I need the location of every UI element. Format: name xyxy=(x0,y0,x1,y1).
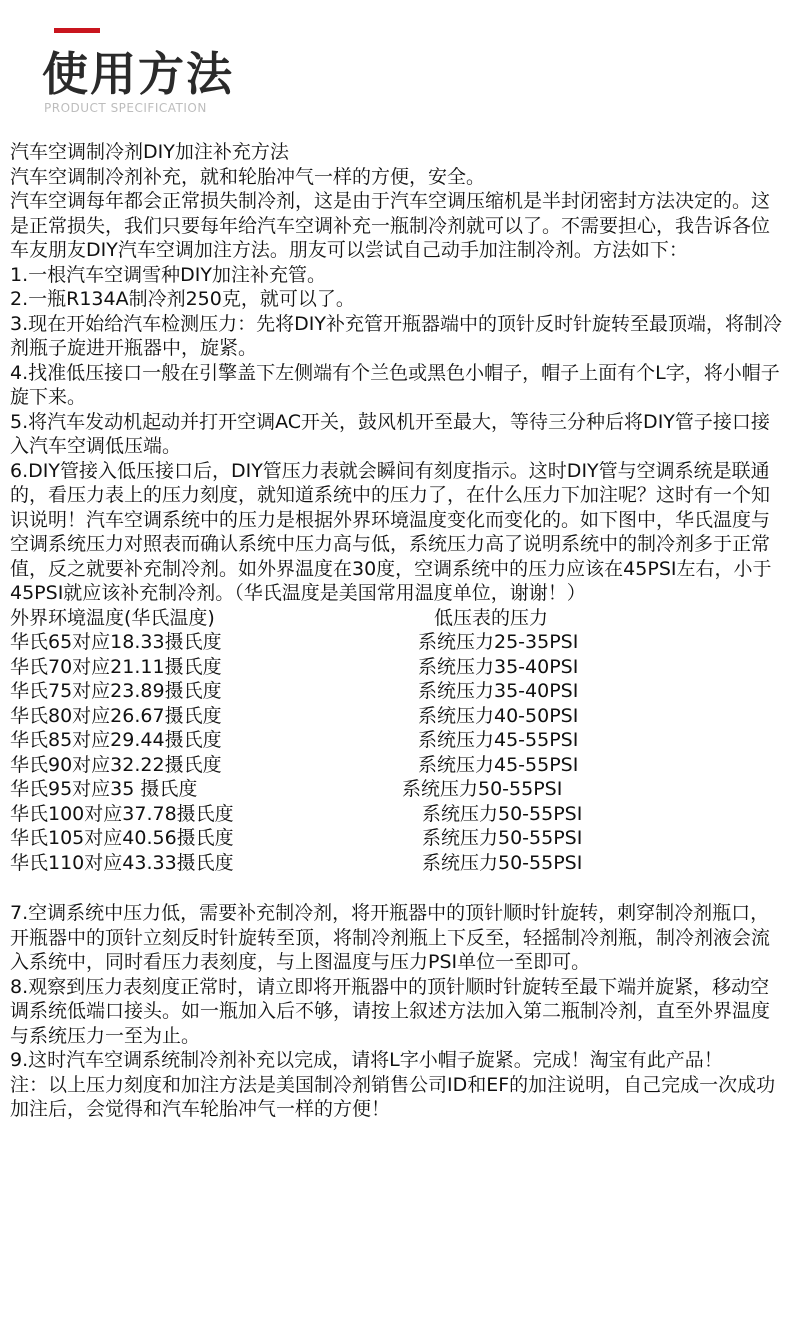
page-title: 使用方法 xyxy=(42,47,234,101)
table-cell-temperature: 华氏100对应37.78摄氏度 xyxy=(10,802,234,825)
table-row xyxy=(10,777,782,802)
step-3: 3.现在开始给汽车检测压力：先将DIY补充管开瓶器端中的顶针反时针旋转至最顶端，将制冷剂瓶子旋进开瓶器中，旋紧。 xyxy=(10,312,782,359)
table-row xyxy=(10,704,782,729)
step-1: 1.一根汽车空调雪种DIY加注补充管。 xyxy=(10,263,326,286)
table-cell-temperature: 华氏75对应23.89摄氏度 xyxy=(10,680,222,702)
step-6: 6.DIY管接入低压接口后，DIY管压力表就会瞬间有刻度指示。这时DIY管与空调系统是联通的，看压力表上的压力刻度，就知道系统中的压力了，在什么压力下加注呢？这时有一个知识说明！汽车空调系统中的压力是根据外界环境温度变化而变化的。如下图中，华氏温度与空调系统压力对照表而确认系统中压力高与低，系统压力高了说明系统中的制冷剂多于正常值，反之就要补充制冷剂。如外界温度在30度，空调系统中的压力应该在45PSI左右，小于45PSI就应该补充制冷剂。（华氏温度是美国常用温度单位，谢谢！） xyxy=(10,459,772,604)
table-row xyxy=(10,753,782,778)
table-cell-pressure: 系统压力50-55PSI xyxy=(422,851,583,874)
intro-heading: 汽车空调制冷剂DIY加注补充方法 xyxy=(10,141,289,163)
table-cell-pressure: 系统压力40-50PSI xyxy=(418,704,579,727)
table-cell-pressure: 系统压力50-55PSI xyxy=(422,802,583,825)
note: 注：以上压力刻度和加注方法是美国制冷剂销售公司ID和EF的加注说明，自己完成一次成功加注后，会觉得和汽车轮胎冲气一样的方便！ xyxy=(10,1073,776,1120)
table-row xyxy=(10,655,782,680)
table-cell-temperature: 华氏70对应21.11摄氏度 xyxy=(10,655,222,678)
table-header-pressure: 低压表的压力 xyxy=(434,606,549,629)
page-subtitle: PRODUCT SPECIFICATION xyxy=(44,101,207,115)
table-header-temperature: 外界环境温度(华氏温度) xyxy=(10,606,215,629)
intro-line: 汽车空调制冷剂补充，就和轮胎冲气一样的方便，安全。 xyxy=(10,165,486,188)
table-row xyxy=(10,851,782,876)
table-cell-pressure: 系统压力50-55PSI xyxy=(422,827,583,849)
step-9: 9.这时汽车空调系统制冷剂补充以完成，请将L字小帽子旋紧。完成！淘宝有此产品！ xyxy=(10,1049,723,1071)
table-cell-temperature: 华氏85对应29.44摄氏度 xyxy=(10,729,222,751)
table-cell-temperature: 华氏65对应18.33摄氏度 xyxy=(10,631,222,653)
table-cell-pressure: 系统压力45-55PSI xyxy=(418,753,579,776)
table-cell-pressure: 系统压力50-55PSI xyxy=(402,778,563,800)
table-cell-temperature: 华氏90对应32.22摄氏度 xyxy=(10,753,222,776)
table-cell-temperature: 华氏105对应40.56摄氏度 xyxy=(10,827,234,849)
step-4: 4.找准低压接口一般在引擎盖下左侧端有个兰色或黑色小帽子，帽子上面有个L字，将小帽子旋下来。 xyxy=(10,361,780,408)
table-cell-pressure: 系统压力35-40PSI xyxy=(418,655,579,678)
table-row xyxy=(10,630,782,655)
table-row xyxy=(10,679,782,704)
step-5: 5.将汽车发动机起动并打开空调AC开关，鼓风机开至最大，等待三分种后将DIY管子接口接入汽车空调低压端。 xyxy=(10,410,770,457)
table-cell-pressure: 系统压力45-55PSI xyxy=(418,729,579,751)
table-row xyxy=(10,826,782,851)
intro-paragraph: 汽车空调每年都会正常损失制冷剂，这是由于汽车空调压缩机是半封闭密封方法决定的。这是正常损失，我们只要每年给汽车空调补充一瓶制冷剂就可以了。不需要担心，我告诉各位车友朋友DIY汽车空调加注方法。朋友可以尝试自己动手加注制冷剂。方法如下： xyxy=(10,190,771,261)
table-cell-temperature: 华氏80对应26.67摄氏度 xyxy=(10,704,222,727)
step-8: 8.观察到压力表刻度正常时，请立即将开瓶器中的顶针顺时针旋转至最下端并旋紧，移动空调系统低端口接头。如一瓶加入后不够，请按上叙述方法加入第二瓶制冷剂，直至外界温度与系统压力一至为止。 xyxy=(10,975,771,1047)
pressure-table xyxy=(10,606,782,876)
table-cell-pressure: 系统压力35-40PSI xyxy=(418,680,579,702)
instructions-body xyxy=(10,140,782,1122)
accent-bar xyxy=(54,28,100,33)
step-7: 7.空调系统中压力低，需要补充制冷剂，将开瓶器中的顶针顺时针旋转，刺穿制冷剂瓶口，开瓶器中的顶针立刻反时针旋转至顶，将制冷剂瓶上下反至，轻摇制冷剂瓶，制冷剂液会流入系统中，同时看压力表刻度，与上图温度与压力PSI单位一至即可。 xyxy=(10,902,771,973)
table-cell-temperature: 华氏110对应43.33摄氏度 xyxy=(10,851,234,874)
table-row xyxy=(10,728,782,753)
table-cell-temperature: 华氏95对应35 摄氏度 xyxy=(10,778,198,800)
table-cell-pressure: 系统压力25-35PSI xyxy=(418,631,579,653)
table-header-row xyxy=(10,606,782,631)
closing-steps xyxy=(10,901,782,1122)
table-row xyxy=(10,802,782,827)
step-2: 2.一瓶R134A制冷剂250克，就可以了。 xyxy=(10,288,355,310)
